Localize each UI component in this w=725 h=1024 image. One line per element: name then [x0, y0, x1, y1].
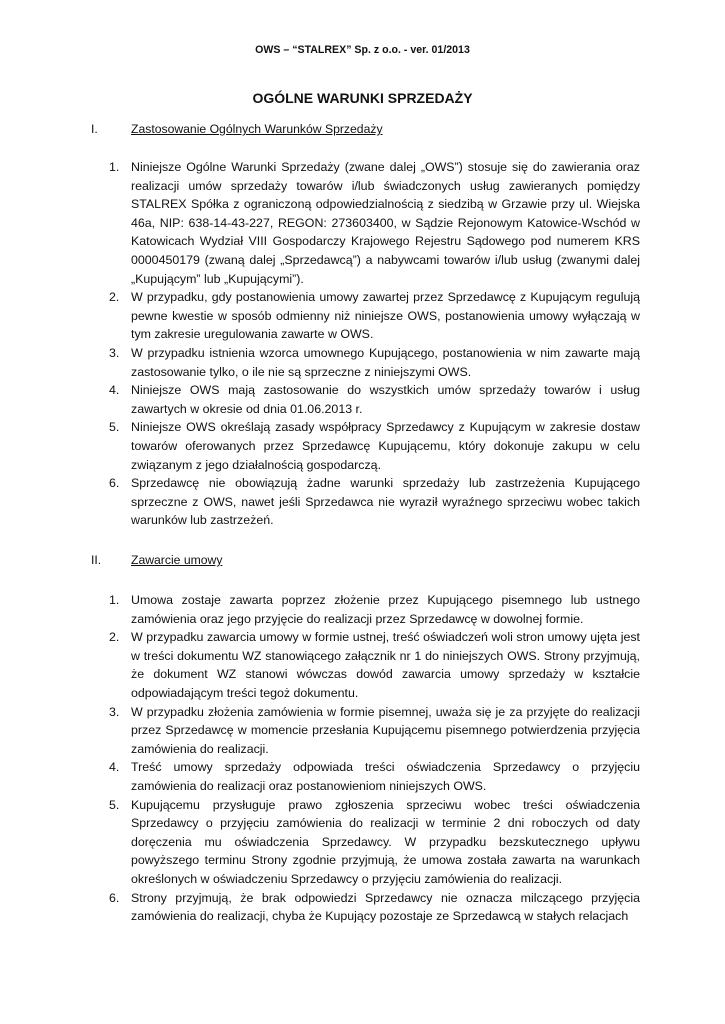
section-1-list [109, 158, 640, 530]
item-number: 3. [109, 345, 120, 360]
list-item [109, 796, 640, 889]
list-item [109, 889, 640, 926]
document-title: OGÓLNE WARUNKI SPRZEDAŻY [252, 90, 473, 106]
document-header: OWS – “STALREX” Sp. z o.o. - ver. 01/2013 [255, 44, 470, 56]
item-text: Kupującemu przysługuje prawo zgłoszenia sprzeciwu wobec treści oświadczenia Sprzedawcy o przyjęciu zamówienia do realizacji w terminie 2 dni roboczych od daty doręczenia mu oświadczenia Sprzedawcy. W przypadku bezskutecznego upływu powyższego terminu Strony zgodnie przyjmują, że umowa została zawarta na warunkach określonych w oświadczeniu Sprzedawcy o przyjęciu zamówienia do realizacji. [131, 797, 640, 886]
item-number: 6. [109, 890, 120, 905]
item-number: 5. [109, 797, 120, 812]
list-item [109, 158, 640, 288]
section-2-list [109, 591, 640, 926]
item-number: 1. [109, 593, 120, 607]
list-item [109, 703, 640, 759]
item-text: W przypadku zawarcia umowy w formie ustnej, treść oświadczeń woli stron umowy ujęta jest w treści dokumentu WZ stanowiącego załącznik nr 1 do niniejszych OWS. Strony przyjmują, że dokument WZ stanowi wówczas dowód zawarcia umowy sprzedaży w kształcie odpowiadającym treści tegoż dokumentu. [131, 630, 640, 700]
item-text: Strony przyjmują, że brak odpowiedzi Sprzedawcy nie oznacza milczącego przyjęcia zamówienia do realizacji, chyba że Kupujący pozostaje ze Sprzedawcą w stałych relacjach [131, 890, 640, 924]
item-text: Niniejsze Ogólne Warunki Sprzedaży (zwane dalej „OWS”) stosuje się do zawierania oraz realizacji umów sprzedaży towarów i/lub świadczonych usług zawieranych pomiędzy STALREX Spółka z ograniczoną odpowiedzialnością z siedzibą w Grzawie przy ul. Wiejska 46a, NIP: 638-14-43-227, REGON: 273603400, w Sądzie Rejonowym Katowice-Wschód w Katowicach Wydział VIII Gospodarczy Krajowego Rejestru Sądowego pod numerem KRS 0000450179 (zwaną dalej „Sprzedawcą”) a nabywcami towarów i/lub usług (zwanymi dalej „Kupującym” lub „Kupującymi”). [131, 160, 640, 286]
item-number: 4. [109, 383, 120, 398]
section-title: Zastosowanie Ogólnych Warunków Sprzedaży [131, 122, 383, 136]
list-item [109, 418, 640, 474]
item-number: 3. [109, 704, 120, 719]
item-number: 6. [109, 476, 120, 491]
item-number: 5. [109, 420, 120, 435]
item-text: Sprzedawcę nie obowiązują żadne warunki sprzedaży lub zastrzeżenia Kupującego sprzeczne z OWS, nawet jeśli Sprzedawca nie wyraził wyraźnego sprzeciwu wobec takich warunków lub zastrzeżeń. [131, 476, 640, 528]
item-text: Treść umowy sprzedaży odpowiada treści oświadczenia Sprzedawcy o przyjęciu zamówienia do realizacji oraz postanowieniom niniejszych OWS. [131, 760, 640, 793]
section-heading-2 [91, 553, 222, 567]
item-number: 1. [109, 160, 120, 174]
item-text: W przypadku istnienia wzorca umownego Kupującego, postanowienia w nim zawarte mają zastosowanie tylko, o ile nie są sprzeczne z niniejszymi OWS. [131, 345, 640, 379]
section-title: Zawarcie umowy [131, 553, 223, 567]
section-numeral: I. [91, 122, 98, 136]
item-number: 4. [109, 760, 120, 775]
section-heading-1 [91, 122, 383, 136]
list-item [109, 344, 640, 381]
list-item [109, 628, 640, 702]
section-numeral: II. [91, 553, 102, 567]
list-item [109, 474, 640, 530]
item-text: Umowa zostaje zawarta poprzez złożenie przez Kupującego pisemnego lub ustnego zamówienia oraz jego przyjęcie do realizacji przez Sprzedawcę w dowolnej formie. [131, 593, 640, 626]
item-text: Niniejsze OWS określają zasady współpracy Sprzedawcy z Kupującym w zakresie dostaw towarów oferowanych przez Sprzedawcę Kupującemu, który dokonuje zakupu w celu związanym z jego działalnością gospodarczą. [131, 420, 640, 472]
list-item [109, 381, 640, 418]
item-number: 2. [109, 630, 120, 645]
item-text: W przypadku złożenia zamówienia w formie pisemnej, uważa się je za przyjęte do realizacji przez Sprzedawcę w momencie przesłania Kupującemu pisemnego potwierdzenia przyjęcia zamówienia do realizacji. [131, 704, 640, 756]
list-item [109, 758, 640, 795]
item-text: W przypadku, gdy postanowienia umowy zawartej przez Sprzedawcę z Kupującym regulują pewne kwestie w sposób odmienny niż niniejsze OWS, postanowienia umowy wyłączają w tym zakresie uregulowania zawarte w OWS. [131, 290, 640, 342]
list-item [109, 591, 640, 628]
item-text: Niniejsze OWS mają zastosowanie do wszystkich umów sprzedaży towarów i usług zawartych w okresie od dnia 01.06.2013 r. [131, 383, 640, 416]
list-item [109, 288, 640, 344]
item-number: 2. [109, 290, 120, 305]
